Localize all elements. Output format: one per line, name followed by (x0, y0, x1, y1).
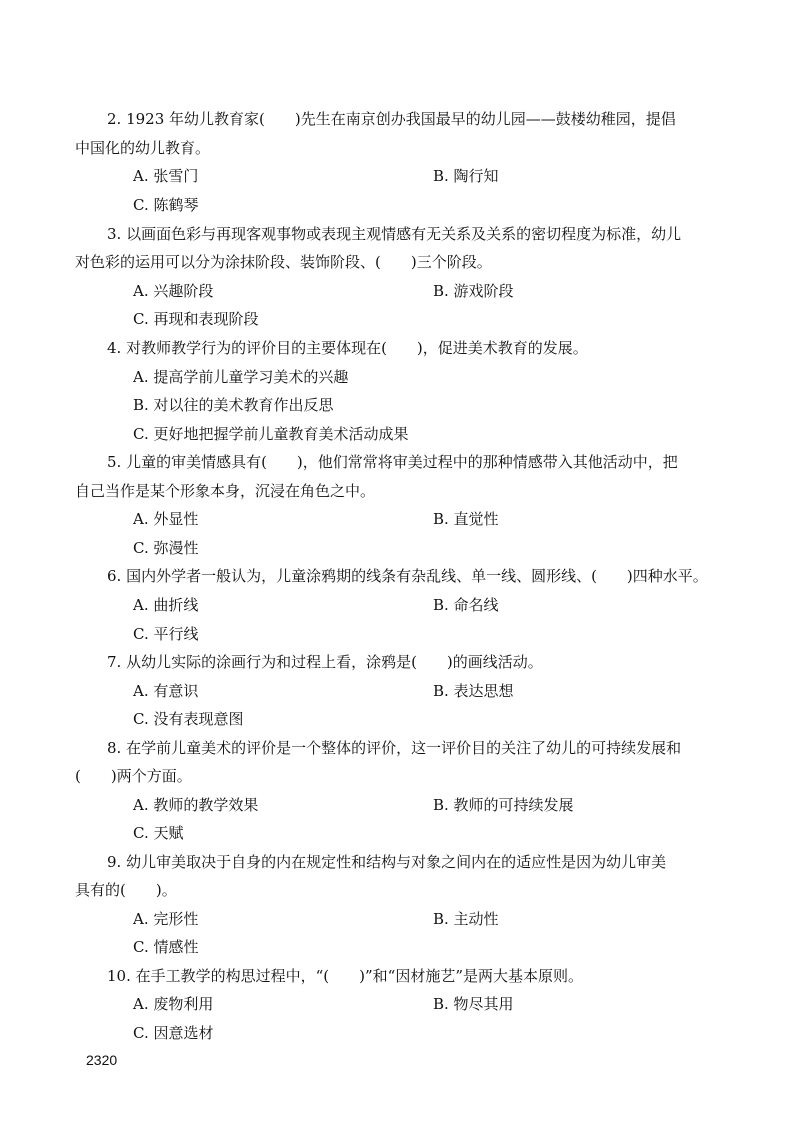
question-5-option-a: A. 外显性 (133, 510, 199, 528)
page-number: 2320 (86, 1052, 118, 1068)
question-2-option-a: A. 张雪门 (133, 167, 199, 185)
question-4-option-a: A. 提高学前儿童学习美术的兴趣 (133, 368, 349, 386)
question-10-stem: 10. 在手工教学的构思过程中，“( )”和“因材施艺”是两大基本原则。 (107, 967, 584, 985)
question-8-option-c: C. 天赋 (133, 824, 184, 842)
question-5-stem-cont: 自己当作是某个形象本身，沉浸在角色之中。 (75, 482, 376, 500)
question-8-option-a: A. 教师的教学效果 (133, 796, 259, 814)
question-3-stem-cont: 对色彩的运用可以分为涂抹阶段、装饰阶段、( )三个阶段。 (75, 253, 492, 271)
question-9-option-a: A. 完形性 (133, 910, 199, 928)
question-5-stem: 5. 儿童的审美情感具有( )，他们常常将审美过程中的那种情感带入其他活动中，把 (107, 453, 678, 471)
question-6-option-c: C. 平行线 (133, 625, 199, 643)
question-7-option-c: C. 没有表现意图 (133, 710, 244, 728)
question-6-option-a: A. 曲折线 (133, 596, 199, 614)
question-10-option-c: C. 因意选材 (133, 1024, 214, 1042)
question-7-option-a: A. 有意识 (133, 682, 199, 700)
question-8-stem: 8. 在学前儿童美术的评价是一个整体的评价，这一评价目的关注了幼儿的可持续发展和 (107, 739, 682, 757)
question-7-option-b: B. 表达思想 (433, 682, 514, 700)
question-2-option-b: B. 陶行知 (433, 167, 499, 185)
question-9-option-b: B. 主动性 (433, 910, 499, 928)
question-5-option-c: C. 弥漫性 (133, 539, 199, 557)
question-3-option-a: A. 兴趣阶段 (133, 282, 214, 300)
question-2-option-c: C. 陈鹤琴 (133, 196, 199, 214)
question-2-stem-cont: 中国化的幼儿教育。 (75, 139, 211, 157)
question-3-option-c: C. 再现和表现阶段 (133, 310, 259, 328)
question-4-option-b: B. 对以往的美术教育作出反思 (133, 396, 334, 414)
question-9-stem-cont: 具有的( )。 (75, 881, 177, 899)
question-6-stem: 6. 国内外学者一般认为，儿童涂鸦期的线条有杂乱线、单一线、圆形线、( )四种水平。 (107, 567, 708, 585)
question-10-option-b: B. 物尽其用 (433, 995, 514, 1013)
question-3-option-b: B. 游戏阶段 (433, 282, 514, 300)
question-4-option-c: C. 更好地把握学前儿童教育美术活动成果 (133, 425, 409, 443)
question-3-stem: 3. 以画面色彩与再现客观事物或表现主观情感有无关系及关系的密切程度为标准，幼儿 (107, 225, 682, 243)
question-9-option-c: C. 情感性 (133, 938, 199, 956)
question-5-option-b: B. 直觉性 (433, 510, 499, 528)
question-8-stem-cont: ( )两个方面。 (75, 767, 192, 785)
question-10-option-a: A. 废物利用 (133, 995, 214, 1013)
question-9-stem: 9. 幼儿审美取决于自身的内在规定性和结构与对象之间内在的适应性是因为幼儿审美 (107, 853, 667, 871)
question-7-stem: 7. 从幼儿实际的涂画行为和过程上看，涂鸦是( )的画线活动。 (107, 653, 543, 671)
question-2-stem: 2. 1923 年幼儿教育家( )先生在南京创办我国最早的幼儿园——鼓楼幼稚园，提倡 (107, 110, 676, 128)
question-4-stem: 4. 对教师教学行为的评价目的主要体现在( )，促进美术教育的发展。 (107, 339, 588, 357)
question-6-option-b: B. 命名线 (433, 596, 499, 614)
question-8-option-b: B. 教师的可持续发展 (433, 796, 574, 814)
